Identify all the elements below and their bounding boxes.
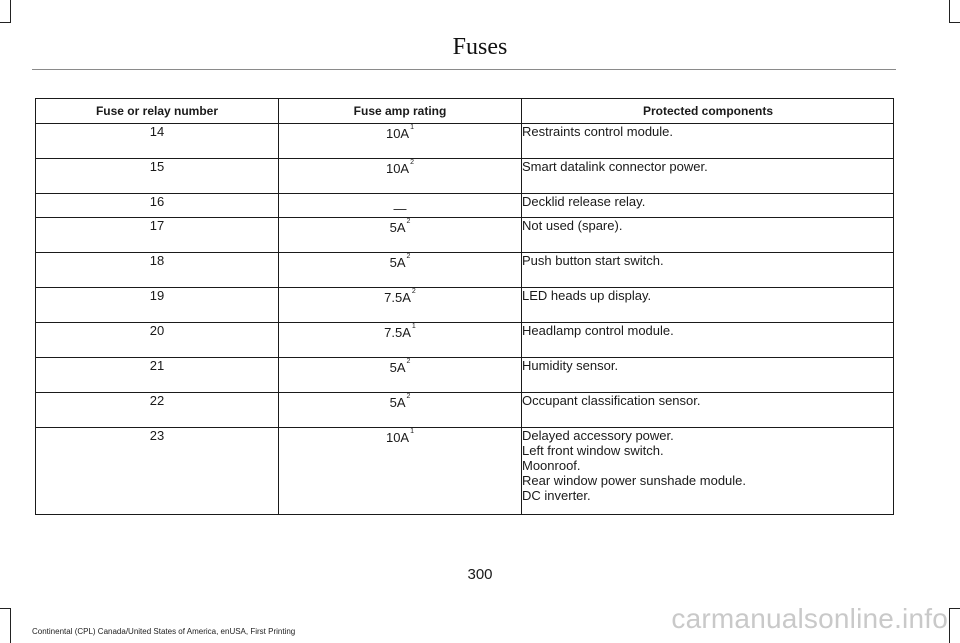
amp-rating-value: 7.5A [384, 325, 411, 340]
amp-rating-value: 5A [389, 395, 406, 410]
footnote-marker: 1 [410, 124, 415, 131]
fuse-amp-cell [279, 194, 522, 218]
table-row [36, 253, 894, 288]
protected-component: LED heads up display. [522, 288, 652, 303]
table-row [36, 288, 894, 323]
crop-mark [949, 22, 960, 23]
protected-components-cell [522, 124, 894, 159]
table-row [36, 323, 894, 358]
fuse-amp-cell [279, 393, 522, 428]
protected-components-cell [522, 159, 894, 194]
fuse-amp-cell [279, 358, 522, 393]
fuse-number-cell: 20 [36, 323, 279, 358]
protected-component: Push button start switch. [522, 253, 664, 268]
crop-mark [949, 0, 950, 22]
footnote-marker: 2 [410, 159, 415, 166]
amp-rating-value: 10A [385, 430, 410, 445]
footnote-marker: 1 [410, 428, 415, 435]
protected-component: Restraints control module. [522, 124, 674, 139]
protected-component: Moonroof. [522, 458, 581, 473]
crop-mark [10, 608, 11, 643]
protected-component: Humidity sensor. [522, 358, 619, 373]
protected-component: Decklid release relay. [522, 194, 646, 209]
amp-rating-value: 7.5A [384, 290, 411, 305]
table-row [36, 159, 894, 194]
amp-rating-value: 5A [389, 220, 406, 235]
fuse-number-cell: 17 [36, 218, 279, 253]
protected-component: Occupant classification sensor. [522, 393, 701, 408]
protected-components-cell [522, 358, 894, 393]
fuse-amp-cell [279, 124, 522, 159]
crop-mark [0, 608, 11, 609]
amp-rating-value: 5A [389, 360, 406, 375]
fuse-number-cell: 14 [36, 124, 279, 159]
footnote-marker: 2 [406, 218, 411, 225]
fuse-amp-cell [279, 323, 522, 358]
protected-components-cell [522, 253, 894, 288]
fuse-amp-cell [279, 253, 522, 288]
page-title: Fuses [452, 34, 508, 60]
protected-component: Smart datalink connector power. [522, 159, 708, 174]
amp-rating-value: — [393, 201, 407, 216]
fuse-number-cell: 22 [36, 393, 279, 428]
footer-text: Continental (CPL) Canada/United States of America, enUSA, First Printing [32, 627, 296, 636]
protected-components-cell [522, 288, 894, 323]
amp-rating-value: 10A [385, 126, 410, 141]
protected-component: Rear window power sunshade module. [522, 473, 747, 488]
column-header-protected-components: Protected components [522, 99, 894, 124]
fuse-number-cell: 15 [36, 159, 279, 194]
header-divider [32, 69, 896, 70]
protected-components-cell [522, 323, 894, 358]
protected-component: Headlamp control module. [522, 323, 674, 338]
amp-rating-value: 5A [389, 255, 406, 270]
table-row [36, 393, 894, 428]
table-row [36, 218, 894, 253]
amp-rating-value: 10A [385, 161, 410, 176]
footnote-marker: 2 [406, 253, 411, 260]
page-number: 300 [467, 566, 493, 583]
table-row [36, 428, 894, 515]
table-header-row [36, 99, 894, 124]
protected-component: Delayed accessory power. [522, 428, 674, 443]
protected-components-cell [522, 428, 894, 515]
table-row [36, 194, 894, 218]
fuse-amp-cell [279, 428, 522, 515]
fuse-amp-cell [279, 159, 522, 194]
crop-mark [949, 608, 950, 643]
fuse-amp-cell [279, 288, 522, 323]
protected-component: DC inverter. [522, 488, 591, 503]
protected-components-cell [522, 218, 894, 253]
column-header-fuse-number: Fuse or relay number [36, 99, 279, 124]
crop-mark [0, 22, 11, 23]
footnote-marker: 2 [411, 288, 416, 295]
table-row [36, 358, 894, 393]
protected-component: Not used (spare). [522, 218, 623, 233]
fuse-number-cell: 16 [36, 194, 279, 218]
protected-components-cell [522, 393, 894, 428]
fuse-number-cell: 21 [36, 358, 279, 393]
table-row [36, 124, 894, 159]
footnote-marker: 2 [406, 393, 411, 400]
watermark-text: carmanualsonline.info [671, 603, 948, 634]
fuse-table [35, 98, 894, 515]
footnote-marker: 1 [411, 323, 416, 330]
protected-component: Left front window switch. [522, 443, 664, 458]
crop-mark [949, 608, 960, 609]
fuse-number-cell: 18 [36, 253, 279, 288]
fuse-number-cell: 19 [36, 288, 279, 323]
crop-mark [10, 0, 11, 22]
footnote-marker: 2 [406, 358, 411, 365]
column-header-amp-rating: Fuse amp rating [279, 99, 522, 124]
fuse-amp-cell [279, 218, 522, 253]
fuse-number-cell: 23 [36, 428, 279, 515]
protected-components-cell [522, 194, 894, 218]
